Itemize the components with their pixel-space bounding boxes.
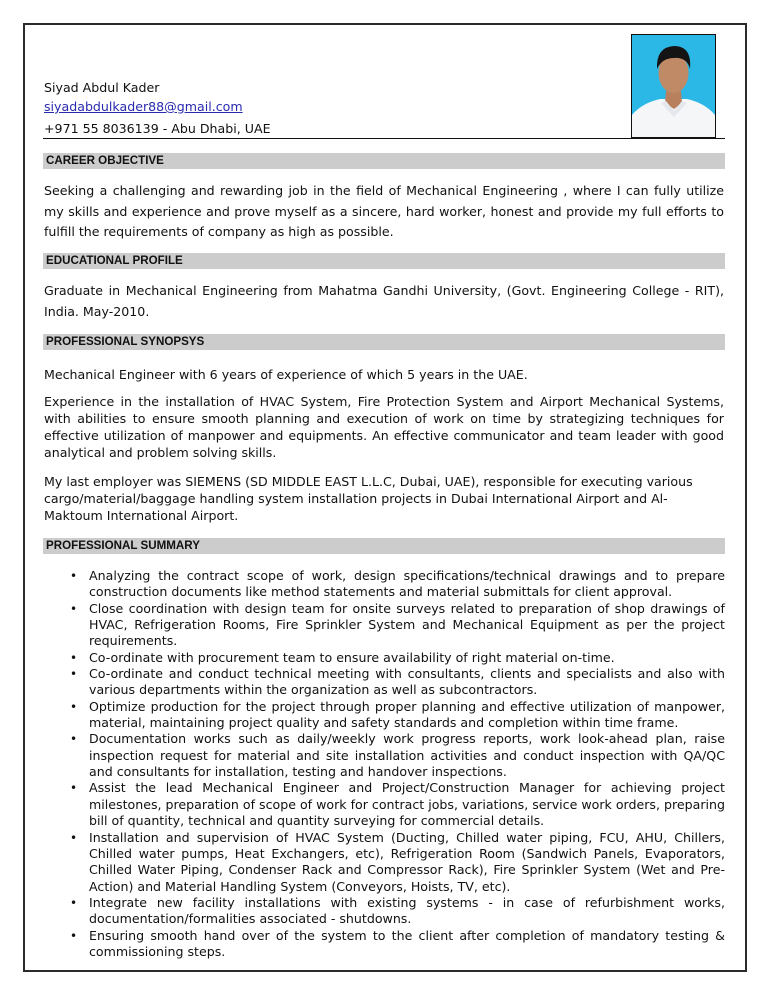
list-item bbox=[44, 780, 725, 829]
list-item-text: Documentation works such as daily/weekly work progress reports, work look-ahead plan, raise inspection request for material and site installation activities and conduct inspection with QA/QC and consultants for installation, testing and handover inspections. bbox=[89, 731, 725, 780]
list-item-text: Installation and supervision of HVAC System (Ducting, Chilled water piping, FCU, AHU, Chillers, Chilled water pumps, Heat Exchangers, etc), Refrigeration Room (Sandwich Panels, Evaporators, Chilled Water Piping, Condenser Rack and Compressor Rack), Fire Sprinkler System (Wet and Pre-Action) and Material Handling System (Conveyors, Hoists, TV, etc). bbox=[89, 829, 725, 894]
person-photo-icon bbox=[632, 35, 715, 137]
synopsys-paragraph: Mechanical Engineer with 6 years of experience of which 5 years in the UAE. bbox=[44, 367, 528, 382]
synopsys-paragraph: My last employer was SIEMENS (SD MIDDLE EAST L.L.C, Dubai, UAE), responsible for executing various cargo/material/baggage handling system installation projects in Dubai International Airport and Al-Maktoum International Airport. bbox=[44, 474, 693, 523]
list-item bbox=[44, 601, 725, 650]
candidate-name: Siyad Abdul Kader bbox=[44, 80, 160, 95]
section-header-career-objective: CAREER OBJECTIVE bbox=[43, 153, 725, 169]
list-item-text: Close coordination with design team for onsite surveys related to preparation of shop drawings of HVAC, Refrigeration Rooms, Fire Sprinkler System and Mechanical Equipment as per the project requirements. bbox=[89, 600, 725, 649]
bullet-icon: • bbox=[70, 895, 78, 910]
list-item-text: Co-ordinate with procurement team to ensure availability of right material on-time. bbox=[89, 649, 615, 665]
educational-profile-text: Graduate in Mechanical Engineering from Mahatma Gandhi University, (Govt. Engineering College - RIT), India. May-2010. bbox=[44, 283, 724, 319]
list-item bbox=[44, 650, 725, 666]
professional-summary-list bbox=[44, 568, 725, 960]
list-item-text: Co-ordinate and conduct technical meeting with consultants, clients and specialists and also with various departments within the organization as well as subcontractors. bbox=[89, 666, 725, 698]
email-link[interactable]: siyadabdulkader88@gmail.com bbox=[44, 99, 243, 114]
bullet-icon: • bbox=[70, 650, 78, 665]
bullet-icon: • bbox=[70, 732, 78, 747]
phone-location: +971 55 8036139 - Abu Dhabi, UAE bbox=[44, 121, 271, 136]
bullet-icon: • bbox=[70, 667, 78, 682]
list-item bbox=[44, 568, 725, 601]
list-item bbox=[44, 830, 725, 895]
list-item-text: Analyzing the contract scope of work, design specifications/technical drawings and to prepare construction documents like method statements and material submittals for client approval. bbox=[89, 568, 725, 600]
list-item bbox=[44, 666, 725, 699]
bullet-icon: • bbox=[70, 928, 78, 943]
bullet-icon: • bbox=[70, 569, 78, 583]
section-header-educational-profile: EDUCATIONAL PROFILE bbox=[43, 253, 725, 269]
synopsys-paragraph: Experience in the installation of HVAC System, Fire Protection System and Airport Mechanical Systems, with abilities to ensure smooth planning and execution of work on time by strategizing techniques for effective utilization of manpower and equipments. An effective communicator and team leader with good analytical and problem solving skills. bbox=[44, 394, 724, 460]
list-item-text: Ensuring smooth hand over of the system to the client after completion of mandatory testing & commissioning steps. bbox=[89, 927, 725, 959]
header-divider bbox=[43, 138, 725, 139]
section-header-professional-summary: PROFESSIONAL SUMMARY bbox=[43, 538, 725, 554]
bullet-icon: • bbox=[70, 830, 78, 845]
bullet-icon: • bbox=[70, 781, 78, 796]
list-item-text: Integrate new facility installations with existing systems - in case of refurbishment works, documentation/formalities associated - shutdowns. bbox=[89, 894, 725, 927]
career-objective-text: Seeking a challenging and rewarding job in the field of Mechanical Engineering , where I can fully utilize my skills and experience and prove myself as a sincere, hard worker, honest and provide my full efforts to fulfill the requirements of company as high as possible. bbox=[44, 183, 724, 239]
bullet-icon: • bbox=[70, 601, 78, 616]
list-item bbox=[44, 895, 725, 928]
bullet-icon: • bbox=[70, 699, 78, 714]
list-item bbox=[44, 731, 725, 780]
section-header-professional-synopsys: PROFESSIONAL SYNOPSYS bbox=[43, 334, 725, 350]
profile-photo bbox=[631, 34, 716, 138]
list-item bbox=[44, 928, 725, 961]
list-item-text: Optimize production for the project through proper planning and effective utilization of manpower, material, maintaining project quality and safety standards and completion within time frame. bbox=[89, 698, 725, 731]
list-item-text: Assist the lead Mechanical Engineer and Project/Construction Manager for achieving project milestones, preparation of scope of work for contract jobs, variations, service work orders, preparing bill of quantity, technical and quantity surveying for commercial details. bbox=[89, 780, 725, 829]
list-item bbox=[44, 699, 725, 732]
